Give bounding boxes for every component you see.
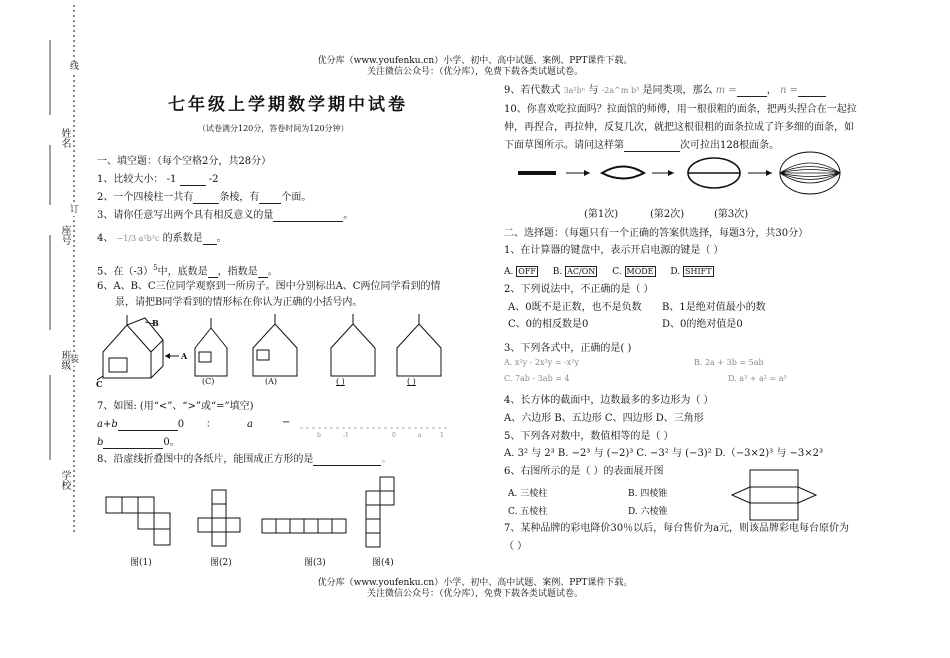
s2-q5-options[interactable]: A. 3² 与 2³ B. −2³ 与 (−2)³ C. −3² 与 (−3)² D.（−3×2)³ 与 −3×2³ bbox=[504, 448, 823, 459]
margin-class-label: 班级 bbox=[59, 350, 70, 370]
s1-q1-b: -2 bbox=[208, 174, 219, 185]
s1-q4-end: 。 bbox=[216, 233, 227, 244]
s2-q1-opt-c-key: C. bbox=[612, 267, 622, 277]
s2-q6-opt-a[interactable]: A. 三棱柱 bbox=[508, 489, 548, 499]
s1-q7-line1: 7、如图: (用“<”、“>”或“=”填空) bbox=[97, 401, 254, 412]
house-opt-4[interactable]: ( ) bbox=[407, 377, 416, 386]
binding-margin-lines bbox=[0, 0, 103, 658]
fig-label-4: 图(4) bbox=[372, 558, 394, 568]
s2-q4-options[interactable]: A、六边形 B、五边形 C、四边形 D、三角形 bbox=[504, 413, 704, 424]
house-view-blank-1 bbox=[331, 314, 375, 376]
section1-heading: 一、填空题：（每个空格2分，共28分） bbox=[97, 156, 272, 167]
net-figure-2 bbox=[198, 490, 240, 546]
s2-q6: 6、右图所示的是（ ）的表面展开图 bbox=[504, 466, 664, 477]
s2-q7-line1: 7、某种品牌的彩电降价30％以后，每台售价为a元，则该品牌彩电每台原价为 bbox=[504, 523, 850, 534]
footer-line-1: 优分库（www.youfenku.cn）小学、初中、高中试题、案例、PPT课件下载。 bbox=[317, 578, 633, 588]
s1-q3-end: 。 bbox=[343, 210, 354, 221]
s1-q1-text: 1、比较大小： bbox=[97, 174, 164, 185]
s1-q4-expr: −1/3 a²b³c bbox=[116, 234, 160, 243]
s2-q6-opt-b[interactable]: B. 四棱锥 bbox=[628, 489, 668, 499]
r-q10-line2: 伸，再捏合，再拉伸，反复几次，就把这根很粗的面条拉成了许多细的面条，如 bbox=[504, 122, 854, 133]
r-q9-n: n = bbox=[779, 85, 798, 96]
r-q9: 9、若代数式 3a²bⁿ 与 -2a^m b³ 是同类项，那么 m = ， n = bbox=[504, 84, 826, 97]
header-line-2: 关注微信公众号：（优分库），免费下载各类试题试卷。 bbox=[366, 67, 583, 77]
s1-q5-sup: 5 bbox=[153, 264, 158, 272]
noodle-label-1: (第1次) bbox=[584, 209, 619, 220]
s1-q7-blank1[interactable] bbox=[118, 420, 178, 431]
s2-q1-opt-a-key: A. bbox=[504, 267, 514, 277]
s1-q8-blank[interactable] bbox=[313, 455, 381, 466]
fig-label-3: 图(3) bbox=[304, 558, 326, 568]
r-q9-expr1: 3a²bⁿ bbox=[563, 86, 586, 95]
s1-q8-end: 。 bbox=[381, 454, 392, 465]
r-q10-line1: 10、你喜欢吃拉面吗？拉面馆的师傅，用一根很粗的面条，把两头捏合在一起拉 bbox=[504, 104, 857, 115]
axis-label-a: a bbox=[418, 432, 422, 439]
s1-q6-line1: 6、A、B、C三位同学观察到一所房子。图中分别标出A、C两位同学看到的情 bbox=[97, 281, 441, 292]
r-q10-line3a: 下面草图所示。请问这样第 bbox=[504, 140, 624, 151]
noodle-label-2: (第2次) bbox=[650, 209, 685, 220]
s2-q3: 3、下列各式中，正确的是( ) bbox=[504, 343, 632, 354]
s1-q8 bbox=[97, 453, 391, 466]
prism-net-figure bbox=[728, 468, 838, 524]
s2-q3-opt-d-key: D. bbox=[728, 374, 737, 383]
s1-q7-line2 bbox=[97, 418, 184, 431]
s1-q2 bbox=[97, 191, 311, 204]
number-line bbox=[300, 420, 460, 440]
s1-q4-blank[interactable] bbox=[203, 234, 217, 245]
net-figures bbox=[100, 475, 420, 555]
s1-q4-suffix: 的系数是 bbox=[162, 233, 203, 244]
s2-q4: 4、长方体的截面中，边数最多的多边形为（ ） bbox=[504, 395, 714, 406]
s1-q2-part3: 个面。 bbox=[281, 192, 312, 203]
margin-school-label: 学校 bbox=[59, 470, 70, 490]
house-view-c bbox=[195, 318, 227, 376]
r-q9-expr2: -2a^m b³ bbox=[601, 86, 640, 95]
s1-q3-text: 3、请你任意写出两个具有相反意义的量 bbox=[97, 210, 274, 221]
s1-q3-blank[interactable] bbox=[273, 211, 343, 222]
margin-line-char: 线 bbox=[70, 62, 80, 72]
s2-q2-opt-b[interactable]: B、1是绝对值最小的数 bbox=[662, 302, 766, 313]
house-opt-1: (C) bbox=[202, 377, 215, 386]
s2-q2-opt-c[interactable]: C、0的相反数是0 bbox=[508, 319, 589, 330]
s1-q7-expr1: a+b bbox=[97, 419, 118, 430]
fig-label-1: 图(1) bbox=[130, 558, 152, 568]
axis-label-b: b bbox=[317, 432, 321, 439]
s2-q3-opt-c-key: C. bbox=[504, 374, 513, 383]
s2-q1-opt-c[interactable]: MODE bbox=[626, 267, 654, 276]
s1-q6-line2: 景，请把B同学看到的情形标在你认为正确的小括号内。 bbox=[115, 297, 363, 308]
s1-q5-part1: 5、在（-3） bbox=[97, 266, 154, 278]
house-view-blank-2 bbox=[397, 314, 441, 376]
s2-q6-opt-d[interactable]: D. 六棱锥 bbox=[628, 507, 668, 517]
s2-q1: 1、在计算器的键盘中，表示开启电源的键是（ ） bbox=[504, 245, 724, 256]
section2-heading: 二、选择题：（每题只有一个正确的答案供选择，每题3分，共30分） bbox=[504, 228, 809, 239]
net-figure-4 bbox=[366, 477, 394, 547]
s1-q5 bbox=[97, 262, 278, 278]
house-label-a: A bbox=[181, 351, 188, 361]
s2-q2: 2、下列说法中，不正确的是（ ） bbox=[504, 284, 654, 295]
s2-q1-options bbox=[504, 266, 714, 278]
s2-q3-opt-b[interactable] bbox=[694, 358, 764, 368]
footer-line-2: 关注微信公众号：（优分库），免费下载各类试题试卷。 bbox=[366, 589, 583, 599]
s2-q3-opt-d-expr: a³ + a² = a⁵ bbox=[739, 374, 787, 383]
margin-seat-label: 座号 bbox=[59, 225, 70, 245]
s1-q1 bbox=[97, 173, 218, 186]
s1-q7-line3 bbox=[97, 436, 180, 449]
r-q9-mid: 与 bbox=[588, 85, 599, 96]
r-q9-blank-m[interactable] bbox=[737, 86, 767, 97]
s2-q5: 5、下列各对数中，数值相等的是（ ） bbox=[504, 431, 674, 442]
s2-q3-opt-c-expr: 7ab - 3ab = 4 bbox=[514, 374, 570, 383]
fig-label-2: 图(2) bbox=[210, 558, 232, 568]
s1-q2-blank1[interactable] bbox=[193, 193, 219, 204]
r-q9-text: 9、若代数式 bbox=[504, 85, 561, 96]
s2-q3-opt-a-key: A. bbox=[504, 358, 513, 367]
r-q9-blank-n[interactable] bbox=[798, 86, 826, 97]
axis-label-neg1: -1 bbox=[343, 432, 349, 439]
r-q9-rest: 是同类项，那么 bbox=[642, 85, 713, 96]
house-label-c: C bbox=[96, 379, 103, 389]
s2-q1-opt-b[interactable]: AC/ON bbox=[567, 267, 596, 276]
margin-name-label: 姓名 bbox=[59, 128, 70, 148]
s1-q8-text: 8、沿虚线折叠图中的各纸片，能围成正方形的是 bbox=[97, 454, 314, 465]
house-opt-3[interactable]: ( ) bbox=[336, 377, 345, 386]
house-label-b: B bbox=[152, 318, 159, 328]
exam-subtitle: （试卷满分120分，答卷时间为120分钟） bbox=[198, 124, 349, 133]
s1-q4-prefix: 4、 bbox=[97, 233, 114, 244]
noodle-label-3: (第3次) bbox=[714, 209, 749, 220]
s2-q3-opt-b-key: B. bbox=[694, 358, 703, 367]
s2-q3-opt-a[interactable] bbox=[504, 358, 579, 368]
s2-q2-opt-d[interactable]: D、0的绝对值是0 bbox=[662, 319, 743, 330]
s1-q2-blank2[interactable] bbox=[259, 193, 281, 204]
s1-q1-a: -1 bbox=[166, 174, 177, 185]
r-q9-m: m = bbox=[715, 85, 737, 96]
s2-q3-opt-c[interactable] bbox=[504, 374, 570, 384]
s1-q7-zero1: 0 bbox=[177, 419, 185, 430]
s2-q1-opt-d[interactable]: SHIFT bbox=[685, 267, 712, 276]
s1-q7-zero2: 0。 bbox=[163, 437, 180, 448]
house-opt-2: (A) bbox=[265, 377, 278, 386]
r-q10-line3b: 次可拉出128根面条。 bbox=[680, 140, 780, 151]
s1-q7-colon: ： bbox=[206, 419, 216, 430]
noodle-diagram bbox=[510, 150, 840, 210]
axis-label-0: 0 bbox=[392, 432, 396, 439]
s2-q2-opt-a[interactable]: A、0既不是正数，也不是负数 bbox=[508, 302, 642, 313]
s1-q7-expr2: b bbox=[97, 437, 104, 448]
s1-q2-part1: 2、一个四棱柱一共有 bbox=[97, 192, 194, 203]
s1-q2-part2: 条棱，有 bbox=[219, 192, 260, 203]
s2-q3-opt-d[interactable] bbox=[728, 374, 787, 384]
s1-q5-blank1[interactable] bbox=[208, 267, 218, 278]
s2-q1-opt-a[interactable]: OFF bbox=[518, 267, 536, 276]
s1-q5-part2: 中，底数是 bbox=[157, 266, 208, 278]
margin-ding-char: 订 bbox=[70, 205, 80, 215]
s1-q4 bbox=[97, 232, 227, 245]
axis-label-1: 1 bbox=[440, 432, 444, 439]
s1-q1-blank[interactable] bbox=[180, 175, 206, 186]
s1-q7-a: a bbox=[247, 419, 253, 430]
house-view-a bbox=[253, 314, 297, 376]
s1-q7-dash: − bbox=[282, 417, 291, 428]
s2-q3-opt-a-expr: x²y - 2x²y = -x²y bbox=[514, 358, 579, 367]
s2-q1-opt-d-key: D. bbox=[670, 267, 681, 277]
s2-q1-opt-b-key: B. bbox=[552, 267, 563, 277]
s2-q3-opt-b-expr: 2a + 3b = 5ab bbox=[704, 358, 764, 367]
s1-q5-part3: ，指数是 bbox=[217, 266, 258, 278]
s2-q6-opt-c[interactable]: C. 五棱柱 bbox=[508, 507, 548, 517]
net-figure-3 bbox=[262, 519, 346, 533]
s2-q7-line2: （ ） bbox=[504, 541, 528, 552]
s1-q3 bbox=[97, 209, 353, 222]
s1-q5-blank2[interactable] bbox=[258, 267, 268, 278]
exam-title: 七年级上学期数学期中试卷 bbox=[168, 95, 408, 115]
net-figure-1 bbox=[106, 497, 170, 545]
header-line-1: 优分库（www.youfenku.cn）小学、初中、高中试题、案例、PPT课件下载。 bbox=[317, 56, 633, 66]
s1-q5-end: 。 bbox=[267, 266, 278, 278]
margin-zhuang-char: 装 bbox=[70, 355, 80, 365]
s1-q7-blank2[interactable] bbox=[103, 438, 163, 449]
